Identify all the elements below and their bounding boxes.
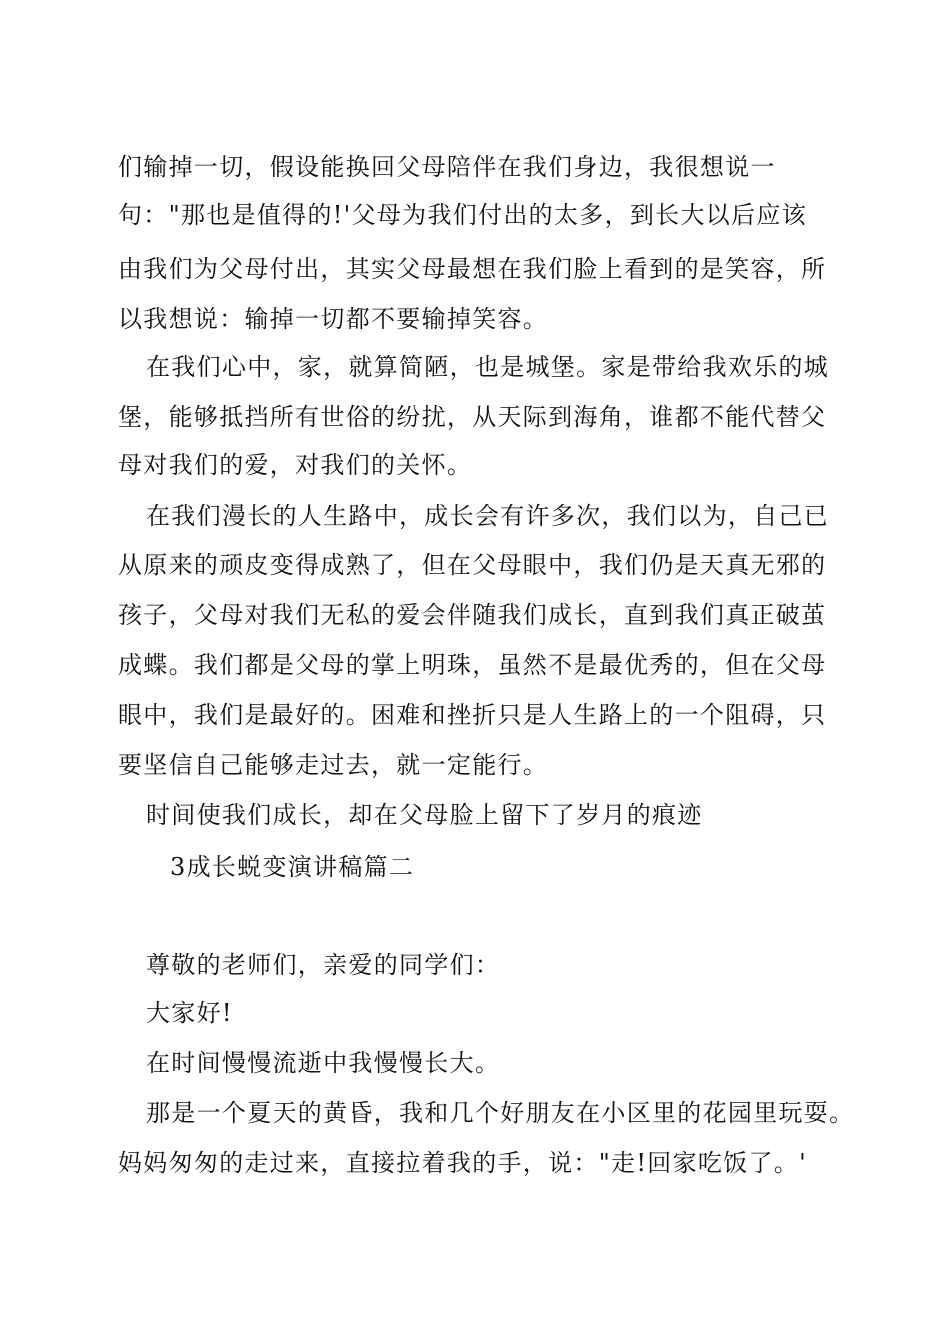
- salutation-line: 尊敬的老师们，亲爱的同学们：: [146, 951, 501, 979]
- paragraph-line: 妈妈匆匆的走过来，直接拉着我的手，说："走!回家吃饭了。': [118, 1149, 807, 1177]
- paragraph-line: 成蝶。我们都是父母的掌上明珠，虽然不是最优秀的，但在父母: [118, 651, 827, 679]
- paragraph-line: 孩子，父母对我们无私的爱会伴随我们成长，直到我们真正破茧: [118, 601, 827, 629]
- paragraph-line: 时间使我们成长，却在父母脸上留下了岁月的痕迹: [146, 801, 703, 829]
- paragraph-line: 们输掉一切，假设能换回父母陪伴在我们身边，我很想说一: [118, 153, 776, 181]
- paragraph-line: 眼中，我们是最好的。困难和挫折只是人生路上的一个阻碍，只: [118, 701, 827, 729]
- paragraph-line: 在我们漫长的人生路中，成长会有许多次，我们以为，自己已: [146, 502, 830, 530]
- paragraph-line: 以我想说：输掉一切都不要输掉笑容。: [118, 305, 549, 333]
- paragraph-line: 那是一个夏天的黄昏，我和几个好朋友在小区里的花园里玩耍。: [146, 1099, 855, 1127]
- paragraph-line: 要坚信自己能够走过去，就一定能行。: [118, 751, 549, 779]
- greeting-line: 大家好!: [146, 999, 233, 1027]
- paragraph-line: 在时间慢慢流逝中我慢慢长大。: [146, 1049, 501, 1077]
- section-heading: 3成长蜕变演讲稿篇二: [170, 853, 415, 881]
- paragraph-line: 句："那也是值得的!'父母为我们付出的太多，到长大以后应该: [118, 201, 807, 229]
- paragraph-line: 母对我们的爱，对我们的关怀。: [118, 451, 473, 479]
- paragraph-line: 在我们心中，家，就算简陋，也是城堡。家是带给我欢乐的城: [146, 353, 830, 381]
- paragraph-line: 由我们为父母付出，其实父母最想在我们脸上看到的是笑容，所: [118, 255, 827, 283]
- paragraph-line: 堡，能够抵挡所有世俗的纷扰，从天际到海角，谁都不能代替父: [118, 403, 827, 431]
- paragraph-line: 从原来的顽皮变得成熟了，但在父母眼中，我们仍是天真无邪的: [118, 551, 827, 579]
